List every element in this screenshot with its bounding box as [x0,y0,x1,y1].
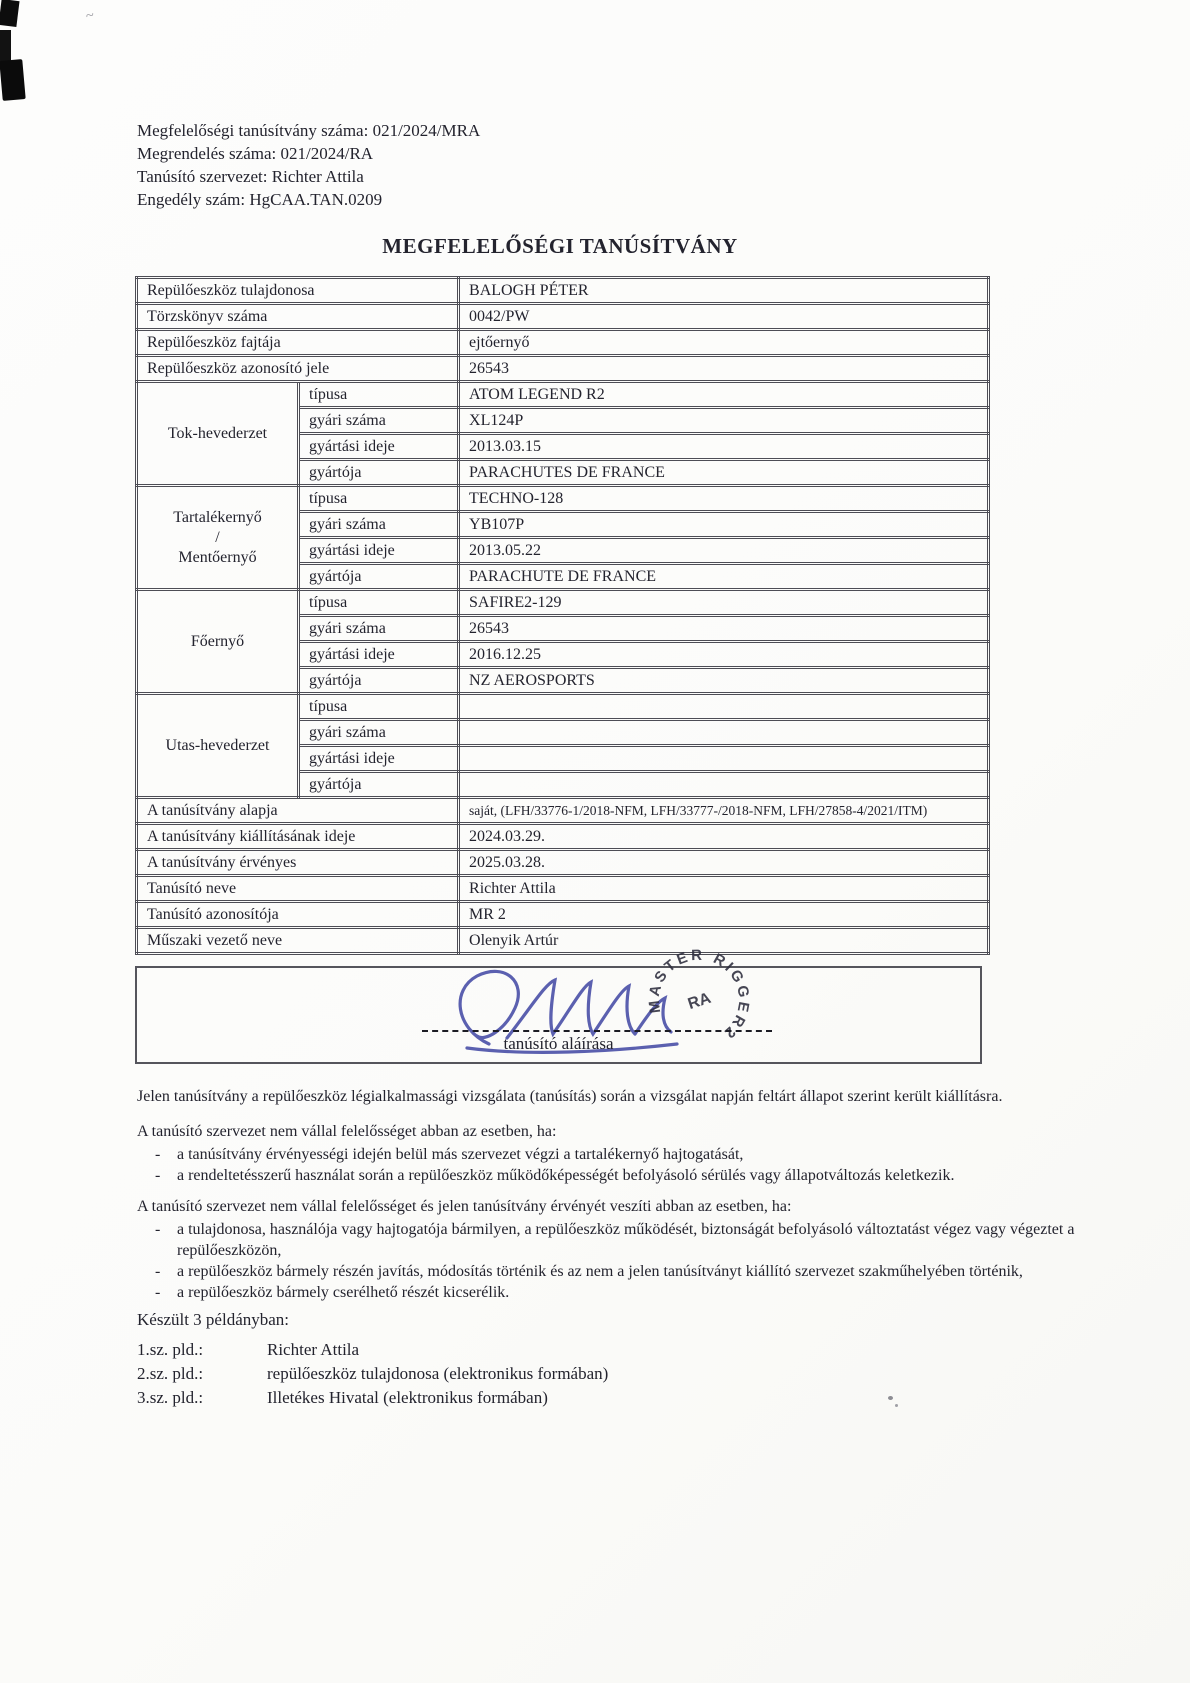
field-label: gyártási ideje [299,642,459,668]
row-label: Repülőeszköz fajtája [137,330,459,356]
field-label: gyártója [299,772,459,798]
row-label: A tanúsítvány kiállításának ideje [137,824,459,850]
disclaimer-bullet: - a repülőeszköz bármely cserélhető részét kicserélik. [137,1282,1082,1303]
row-value: Olenyik Artúr [459,928,989,954]
copies-section [137,1308,608,1410]
field-label: típusa [299,590,459,616]
copy-number: 3.sz. pld.: [137,1388,204,1407]
table-row [137,382,989,408]
field-value: 2013.05.22 [459,538,989,564]
scan-artifact [0,59,26,101]
field-value [459,746,989,772]
field-value: XL124P [459,408,989,434]
table-row [137,850,989,876]
certificate-table [135,276,990,955]
row-label: Tanúsító azonosítója [137,902,459,928]
table-row [137,694,989,720]
disclaimer-intro: A tanúsító szervezet nem vállal felelősséget abban az esetben, ha: [137,1123,557,1140]
signature-line [422,1030,772,1032]
field-label: gyártója [299,460,459,486]
copy-destination: repülőeszköz tulajdonosa (elektronikus formában) [267,1364,609,1383]
table-row [137,486,989,512]
row-value: saját, (LFH/33776-1/2018-NFM, LFH/33777-/2018-NFM, LFH/27858-4/2021/ITM) [459,798,989,824]
scan-artifact: ~ [84,7,96,25]
field-value: PARACHUTES DE FRANCE [459,460,989,486]
row-label: Tanúsító neve [137,876,459,902]
table-row [137,278,989,304]
copy-number: 1.sz. pld.: [137,1340,204,1359]
svg-text:RA: RA [685,989,714,1014]
table-row [137,304,989,330]
field-value: SAFIRE2-129 [459,590,989,616]
table-row [137,928,989,954]
group-label: Utas-hevederzet [137,694,299,798]
field-value: NZ AEROSPORTS [459,668,989,694]
group-label: Tok-hevederzet [137,382,299,486]
document-header [137,119,480,211]
table-row [137,798,989,824]
signature-box [135,946,982,1064]
disclaimer-bullet: - a rendeltetésszerű használat során a repülőeszköz működőképességét befolyásoló sérülés vagy állapotváltozás keletkezik. [137,1165,1082,1186]
scan-artifact [0,0,20,27]
field-label: gyári száma [299,720,459,746]
header-line: Megfelelőségi tanúsítvány száma: 021/2024/MRA [137,121,481,140]
svg-text:MASTER RIGGER2: MASTER RIGGER2 [645,946,753,1044]
scan-artifact [888,1396,893,1400]
row-label: A tanúsítvány érvényes [137,850,459,876]
row-value: 2024.03.29. [459,824,989,850]
disclaimer-bullet: - a tulajdonosa, használója vagy hajtogatója bármilyen, a repülőeszköz működését, biztonságát befolyásoló változtatást végez vagy végeztet a repülőeszközön, [137,1219,1082,1261]
field-label: gyártási ideje [299,746,459,772]
header-line: Megrendelés száma: 021/2024/RA [137,144,374,163]
document-title: MEGFELELŐSÉGI TANÚSÍTVÁNY [382,234,738,258]
signature-caption: tanúsító aláírása [503,1034,614,1053]
copy-number: 2.sz. pld.: [137,1364,204,1383]
field-value: ATOM LEGEND R2 [459,382,989,408]
field-label: gyártási ideje [299,538,459,564]
field-value: 2013.03.15 [459,434,989,460]
field-label: típusa [299,382,459,408]
field-value [459,720,989,746]
row-value: ejtőernyő [459,330,989,356]
field-label: gyártója [299,564,459,590]
field-label: gyári száma [299,616,459,642]
row-label: A tanúsítvány alapja [137,798,459,824]
copy-destination: Richter Attila [267,1340,360,1359]
field-value: YB107P [459,512,989,538]
table-row [137,330,989,356]
disclaimer-bullet: - a tanúsítvány érvényességi idején belül más szervezet végzi a tartalékernyő hajtogatását, [137,1144,1082,1165]
field-value: 2016.12.25 [459,642,989,668]
copy-row [137,1338,608,1362]
copy-destination: Illetékes Hivatal (elektronikus formában) [267,1388,548,1407]
field-value: 26543 [459,616,989,642]
field-label: gyártási ideje [299,434,459,460]
table-row [137,824,989,850]
header-line: Engedély szám: HgCAA.TAN.0209 [137,190,383,209]
disclaimer-section [137,1121,1082,1186]
group-label: Tartalékernyő / Mentőernyő [137,486,299,590]
note-paragraph: Jelen tanúsítvány a repülőeszköz légialkalmassági vizsgálata (tanúsítás) során a vizsgálat napján feltárt állapot szerint került kiállításra. [137,1088,1003,1105]
field-label: típusa [299,486,459,512]
copies-heading: Készült 3 példányban: [137,1310,290,1329]
disclaimer-section [137,1196,1082,1303]
copy-row [137,1386,608,1410]
table-row [137,902,989,928]
scan-artifact [0,30,11,64]
table-row [137,356,989,382]
field-label: típusa [299,694,459,720]
row-label: Törzskönyv száma [137,304,459,330]
row-value: 2025.03.28. [459,850,989,876]
disclaimer-bullet: - a repülőeszköz bármely részén javítás, módosítás történik és az nem a jelen tanúsítványt kiállító szervezet szakműhelyében történik, [137,1261,1082,1282]
row-label: Műszaki vezető neve [137,928,459,954]
field-value [459,694,989,720]
copy-row [137,1362,608,1386]
disclaimer-intro: A tanúsító szervezet nem vállal felelősséget és jelen tanúsítvány érvényét veszíti abban az esetben, ha: [137,1198,792,1215]
row-value: 0042/PW [459,304,989,330]
row-label: Repülőeszköz tulajdonosa [137,278,459,304]
group-label: Főernyő [137,590,299,694]
row-value: 26543 [459,356,989,382]
field-label: gyártója [299,668,459,694]
field-value: PARACHUTE DE FRANCE [459,564,989,590]
row-value: Richter Attila [459,876,989,902]
field-value [459,772,989,798]
table-row [137,876,989,902]
field-label: gyári száma [299,512,459,538]
row-value: BALOGH PÉTER [459,278,989,304]
field-value: TECHNO-128 [459,486,989,512]
table-row [137,590,989,616]
scan-artifact [895,1404,898,1407]
header-line: Tanúsító szervezet: Richter Attila [137,167,364,186]
row-value: MR 2 [459,902,989,928]
row-label: Repülőeszköz azonosító jele [137,356,459,382]
field-label: gyári száma [299,408,459,434]
